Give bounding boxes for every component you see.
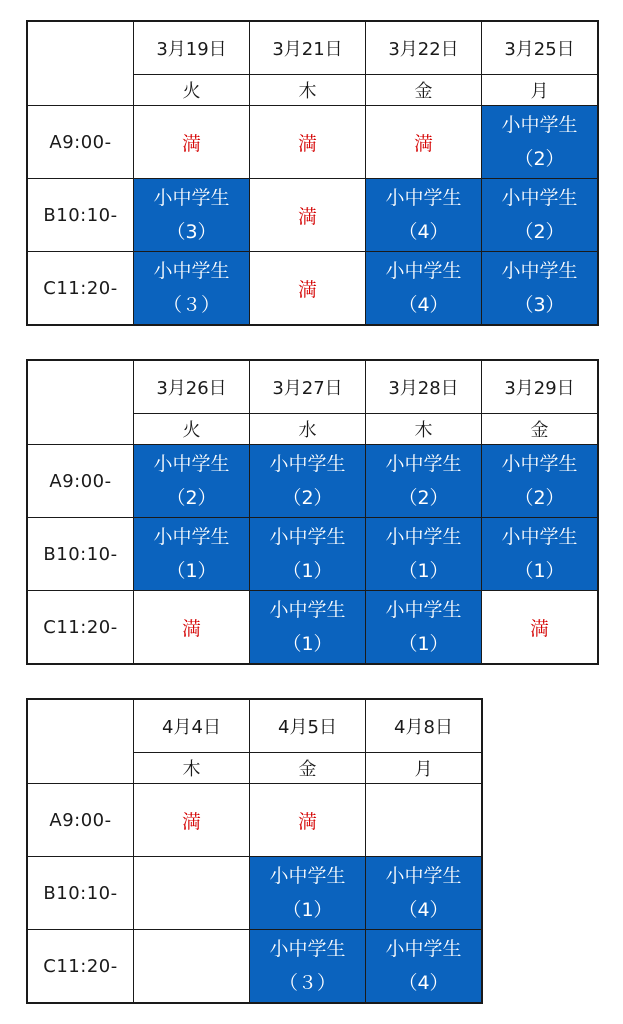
- full-mark: 満: [529, 617, 549, 640]
- slot-count: （1）: [282, 899, 333, 921]
- slot-category: 小中学生: [501, 526, 578, 548]
- weekday-header: 金: [482, 414, 599, 445]
- slot-category: 小中学生: [385, 453, 462, 475]
- slot-count: （4）: [398, 899, 449, 921]
- available-slot: [134, 179, 250, 252]
- weekday-header: 火: [134, 414, 250, 445]
- available-slot: [366, 857, 483, 930]
- slot-count: （1）: [398, 560, 449, 582]
- slot-category: 小中学生: [385, 526, 462, 548]
- time-slot-label: C11:20-: [27, 930, 134, 1004]
- slot-count: （1）: [398, 633, 449, 655]
- full-mark: 満: [413, 132, 433, 155]
- available-slot: [366, 252, 482, 326]
- schedule-table-1: [26, 20, 599, 326]
- time-slot-row: [27, 784, 482, 857]
- slot-category: 小中学生: [269, 453, 346, 475]
- slot-category: 小中学生: [385, 187, 462, 209]
- time-slot-label: A9:00-: [27, 445, 134, 518]
- available-slot: [366, 179, 482, 252]
- slot-category: 小中学生: [501, 453, 578, 475]
- slot-count: （2）: [514, 148, 565, 170]
- slot-count: （2）: [514, 487, 565, 509]
- slot-category: 小中学生: [269, 938, 346, 960]
- time-slot-label: A9:00-: [27, 106, 134, 179]
- slot-count: （4）: [398, 294, 449, 316]
- slot-category: 小中学生: [153, 526, 230, 548]
- time-slot-label: B10:10-: [27, 179, 134, 252]
- available-slot: [250, 518, 366, 591]
- time-slot-row: [27, 445, 598, 518]
- time-slot-row: [27, 252, 598, 326]
- date-header: 3月21日: [250, 21, 366, 75]
- date-header: 4月8日: [366, 699, 483, 753]
- available-slot: [482, 106, 599, 179]
- slot-count: （３）: [162, 294, 220, 316]
- time-slot-row: [27, 106, 598, 179]
- date-header: 4月5日: [250, 699, 366, 753]
- available-slot: [366, 930, 483, 1004]
- slot-category: 小中学生: [153, 260, 230, 282]
- date-header: 4月4日: [134, 699, 250, 753]
- available-slot: [250, 857, 366, 930]
- full-slot: [250, 179, 366, 252]
- full-mark: 満: [297, 810, 317, 833]
- slot-count: （1）: [166, 560, 217, 582]
- full-slot: [250, 252, 366, 326]
- time-slot-label: A9:00-: [27, 784, 134, 857]
- slot-count: （2）: [166, 487, 217, 509]
- time-slot-label: B10:10-: [27, 518, 134, 591]
- available-slot: [134, 445, 250, 518]
- date-header-row: [27, 360, 598, 414]
- slot-category: 小中学生: [385, 260, 462, 282]
- time-slot-label: C11:20-: [27, 591, 134, 665]
- available-slot: [366, 591, 482, 665]
- slot-category: 小中学生: [385, 938, 462, 960]
- slot-count: （2）: [398, 487, 449, 509]
- weekday-header: 木: [250, 75, 366, 106]
- date-header: 3月28日: [366, 360, 482, 414]
- full-mark: 満: [297, 132, 317, 155]
- slot-count: （1）: [514, 560, 565, 582]
- empty-slot: [134, 930, 250, 1004]
- available-slot: [482, 445, 599, 518]
- available-slot: [482, 518, 599, 591]
- available-slot: [250, 445, 366, 518]
- slot-category: 小中学生: [269, 865, 346, 887]
- weekday-header: 金: [250, 753, 366, 784]
- date-header-row: [27, 699, 482, 753]
- slot-category: 小中学生: [385, 865, 462, 887]
- full-mark: 満: [181, 617, 201, 640]
- slot-category: 小中学生: [153, 187, 230, 209]
- slot-count: （2）: [514, 221, 565, 243]
- time-slot-row: [27, 857, 482, 930]
- full-slot: [250, 106, 366, 179]
- full-slot: [250, 784, 366, 857]
- weekday-header: 水: [250, 414, 366, 445]
- full-mark: 満: [297, 205, 317, 228]
- weekday-header: 木: [134, 753, 250, 784]
- corner-cell: [27, 360, 134, 445]
- available-slot: [366, 445, 482, 518]
- date-header: 3月19日: [134, 21, 250, 75]
- time-slot-row: [27, 930, 482, 1004]
- full-slot: [134, 784, 250, 857]
- date-header: 3月29日: [482, 360, 599, 414]
- slot-count: （3）: [166, 221, 217, 243]
- weekday-header: 金: [366, 75, 482, 106]
- time-slot-row: [27, 591, 598, 665]
- available-slot: [482, 252, 599, 326]
- available-slot: [134, 252, 250, 326]
- available-slot: [366, 518, 482, 591]
- available-slot: [250, 930, 366, 1004]
- full-slot: [482, 591, 599, 665]
- date-header: 3月26日: [134, 360, 250, 414]
- date-header: 3月25日: [482, 21, 599, 75]
- time-slot-row: [27, 518, 598, 591]
- slot-category: 小中学生: [501, 114, 578, 136]
- slot-category: 小中学生: [501, 187, 578, 209]
- schedule-table-3: [26, 698, 483, 1004]
- full-mark: 満: [297, 278, 317, 301]
- weekday-header: 火: [134, 75, 250, 106]
- slot-count: （３）: [278, 972, 336, 994]
- slot-count: （3）: [514, 294, 565, 316]
- time-slot-label: C11:20-: [27, 252, 134, 326]
- slot-count: （1）: [282, 560, 333, 582]
- date-header: 3月22日: [366, 21, 482, 75]
- date-header-row: [27, 21, 598, 75]
- full-slot: [134, 106, 250, 179]
- empty-slot: [134, 857, 250, 930]
- slot-category: 小中学生: [385, 599, 462, 621]
- available-slot: [134, 518, 250, 591]
- empty-slot: [366, 784, 483, 857]
- time-slot-row: [27, 179, 598, 252]
- slot-count: （4）: [398, 221, 449, 243]
- weekday-header: 木: [366, 414, 482, 445]
- slot-category: 小中学生: [153, 453, 230, 475]
- available-slot: [482, 179, 599, 252]
- time-slot-label: B10:10-: [27, 857, 134, 930]
- full-slot: [134, 591, 250, 665]
- weekday-header: 月: [366, 753, 483, 784]
- slot-category: 小中学生: [501, 260, 578, 282]
- slot-count: （1）: [282, 633, 333, 655]
- slot-category: 小中学生: [269, 599, 346, 621]
- available-slot: [250, 591, 366, 665]
- slot-count: （2）: [282, 487, 333, 509]
- slot-category: 小中学生: [269, 526, 346, 548]
- full-mark: 満: [181, 810, 201, 833]
- slot-count: （4）: [398, 972, 449, 994]
- full-slot: [366, 106, 482, 179]
- date-header: 3月27日: [250, 360, 366, 414]
- schedule-table-2: [26, 359, 599, 665]
- corner-cell: [27, 21, 134, 106]
- full-mark: 満: [181, 132, 201, 155]
- weekday-header: 月: [482, 75, 599, 106]
- corner-cell: [27, 699, 134, 784]
